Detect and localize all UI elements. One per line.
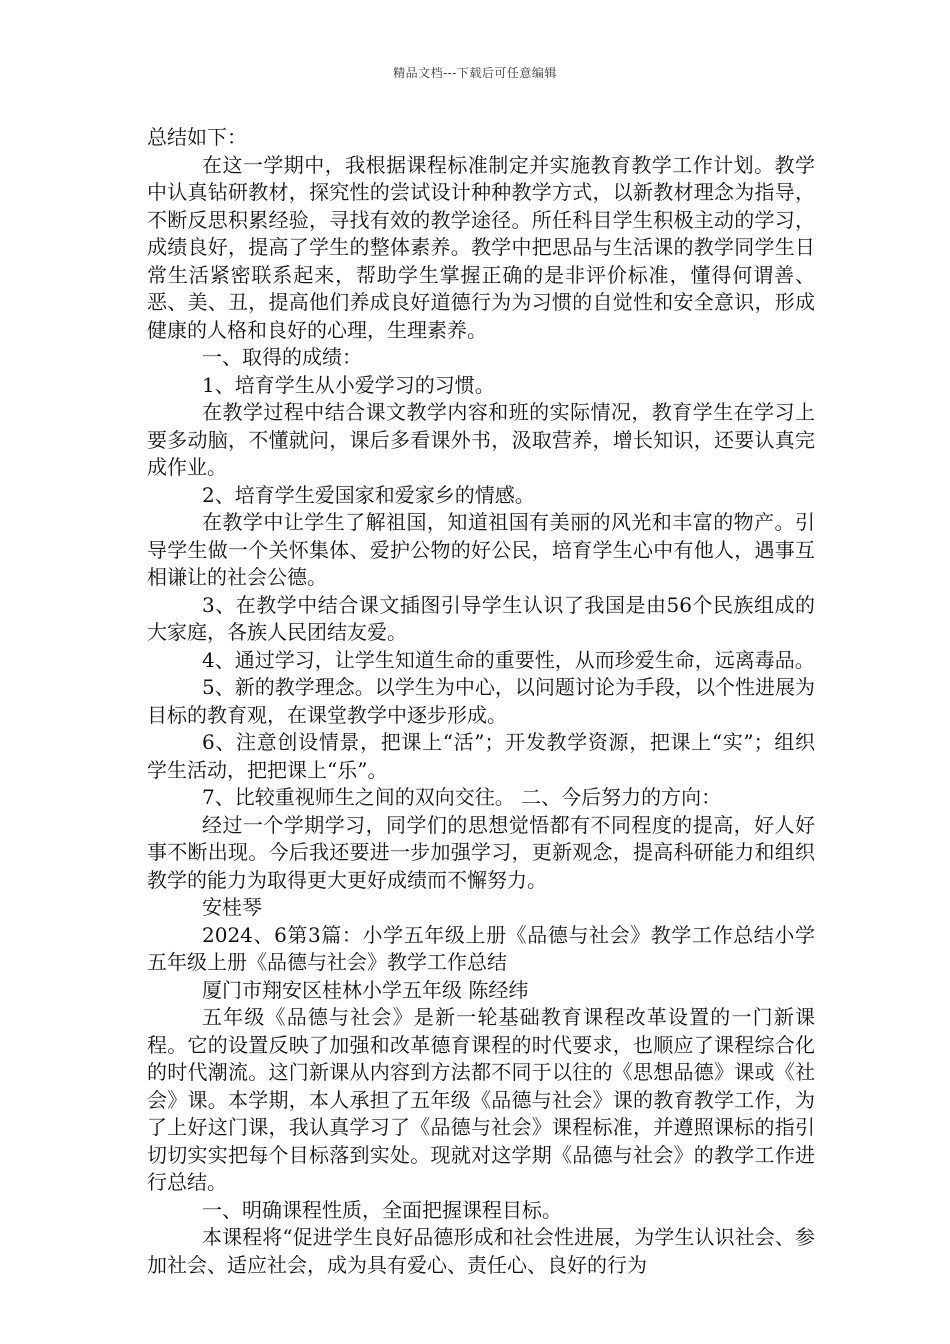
list-item: 7、比较重视师生之间的双向交往。 二、今后努力的方向： (202, 785, 722, 809)
list-item: 6、注意创设情景，把课上“活”；开发教学资源，把课上“实”；组织学生活动，把把课上“乐”。 (147, 730, 815, 782)
article-author: 厦门市翔安区桂林小学五年级 陈经纬 (202, 977, 529, 1002)
author-signature: 安桂琴 (202, 895, 262, 919)
article-title: 2024、6第3篇：小学五年级上册《品德与社会》教学工作总结小学五年级上册《品德与社会》教学工作总结 (147, 922, 815, 974)
list-item: 5、新的教学理念。以学生为中心，以问题讨论为手段，以个性进展为目标的教育观，在课堂教学中逐步形成。 (147, 675, 815, 727)
document-body (147, 124, 815, 1279)
list-item: 3、在教学中结合课文插图引导学生认识了我国是由56个民族组成的大家庭，各族人民团结友爱。 (147, 592, 815, 644)
list-item: 4、通过学习，让学生知道生命的重要性，从而珍爱生命，远离毒品。 (202, 647, 815, 672)
list-item: 2、培育学生爱国家和爱家乡的情感。 (202, 482, 535, 507)
section-heading: 一、明确课程性质，全面把握课程目标。 (202, 1197, 562, 1222)
paragraph: 在教学中让学生了解祖国，知道祖国有美丽的风光和丰富的物产。引导学生做一个关怀集体、爱护公物的好公民，培育学生心中有他人，遇事互相谦让的社会公德。 (147, 510, 815, 589)
paragraph: 在教学过程中结合课文教学内容和班的实际情况，教育学生在学习上要多动脑，不懂就问，课后多看课外书，汲取营养，增长知识，还要认真完成作业。 (147, 400, 815, 479)
paragraph: 在这一学期中，我根据课程标准制定并实施教育教学工作计划。教学中认真钻研教材，探究性的尝试设计种种教学方式，以新教材理念为指导，不断反思积累经验，寻找有效的教学途径。所任科目学生积极主动的学习，成绩良好，提高了学生的整体素养。教学中把思品与生活课的教学同学生日常生活紧密联系起来，帮助学生掌握正确的是非评价标准，懂得何谓善、恶、美、丑，提高他们养成良好道德行为为习惯的自觉性和安全意识，形成健康的人格和良好的心理，生理素养。 (147, 152, 815, 342)
paragraph: 本课程将“促进学生良好品德形成和社会性进展，为学生认识社会、参加社会、适应社会，成为具有爱心、责任心、良好的行为 (147, 1225, 815, 1277)
paragraph: 经过一个学期学习，同学们的思想觉悟都有不同程度的提高，好人好事不断出现。今后我还要进一步加强学习，更新观念，提高科研能力和组织教学的能力为取得更大更好成绩而不懈努力。 (147, 812, 815, 892)
paragraph: 五年级《品德与社会》是新一轮基础教育课程改革设置的一门新课程。它的设置反映了加强和改革德育课程的时代要求，也顺应了课程综合化的时代潮流。这门新课从内容到方法都不同于以往的《思想品德》课或《社会》课。本学期，本人承担了五年级《品德与社会》课的教育教学工作，为了上好这门课，我认真学习了《品德与社会》课程标准，并遵照课标的指引切切实实把每个目标落到实处。现就对这学期《品德与社会》的教学工作进行总结。 (147, 1005, 815, 1194)
paragraph: 总结如下： (147, 125, 247, 149)
list-item: 1、培育学生从小爱学习的习惯。 (202, 372, 495, 397)
section-heading: 一、取得的成绩： (202, 345, 362, 369)
page-header: 精品文档---下载后可任意编辑 (393, 66, 557, 80)
